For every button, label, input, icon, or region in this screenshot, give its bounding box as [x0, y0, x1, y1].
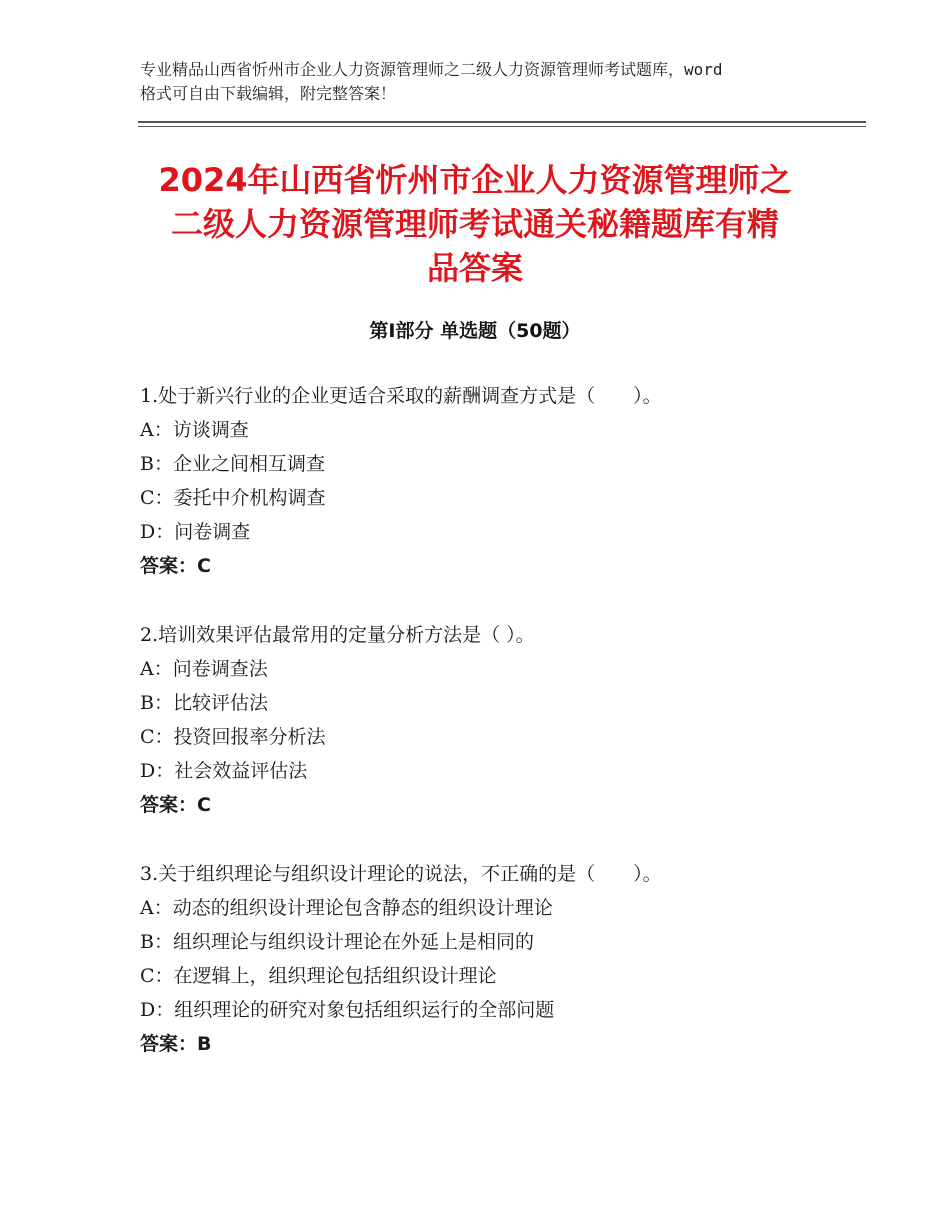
option-c: C：在逻辑上，组织理论包括组织设计理论 [140, 965, 497, 987]
document-title-line: 二级人力资源管理师考试通关秘籍题库有精 [170, 205, 779, 243]
option-b: B：企业之间相互调查 [140, 453, 325, 475]
option-d: D：社会效益评估法 [140, 760, 308, 782]
question-stem: 1.处于新兴行业的企业更适合采取的薪酬调查方式是（ ）。 [140, 385, 662, 407]
header-note-line: 格式可自由下载编辑，附完整答案！ [140, 84, 397, 103]
option-d: D：组织理论的研究对象包括组织运行的全部问题 [140, 999, 555, 1021]
header-note [140, 58, 830, 106]
option-b: B：组织理论与组织设计理论在外延上是相同的 [140, 931, 534, 953]
option-b: B：比较评估法 [140, 692, 268, 714]
answer-line: 答案：C [140, 555, 211, 577]
question-stem: 3.关于组织理论与组织设计理论的说法，不正确的是（ ）。 [140, 863, 662, 885]
option-c: C：委托中介机构调查 [140, 487, 326, 509]
option-a: A：访谈调查 [140, 419, 249, 441]
option-a: A：动态的组织设计理论包含静态的组织设计理论 [140, 897, 553, 919]
document-title-line: 2024年山西省忻州市企业人力资源管理师之 [158, 161, 792, 199]
question-block [140, 379, 840, 583]
question-block [140, 618, 840, 822]
option-c: C：投资回报率分析法 [140, 726, 326, 748]
document-title [100, 158, 850, 290]
question-block [140, 857, 840, 1061]
question-stem: 2.培训效果评估最常用的定量分析方法是（ ）。 [140, 624, 535, 646]
section-title: 第Ⅰ部分 单选题（50题） [369, 320, 581, 342]
header-divider [138, 126, 866, 127]
option-a: A：问卷调查法 [140, 658, 268, 680]
answer-line: 答案：B [140, 1033, 212, 1055]
option-d: D：问卷调查 [140, 521, 251, 543]
header-divider [138, 121, 866, 123]
header-note-line: 专业精品山西省忻州市企业人力资源管理师之二级人力资源管理师考试题库，word [140, 60, 723, 79]
document-title-line: 品答案 [426, 249, 523, 287]
answer-line: 答案：C [140, 794, 211, 816]
